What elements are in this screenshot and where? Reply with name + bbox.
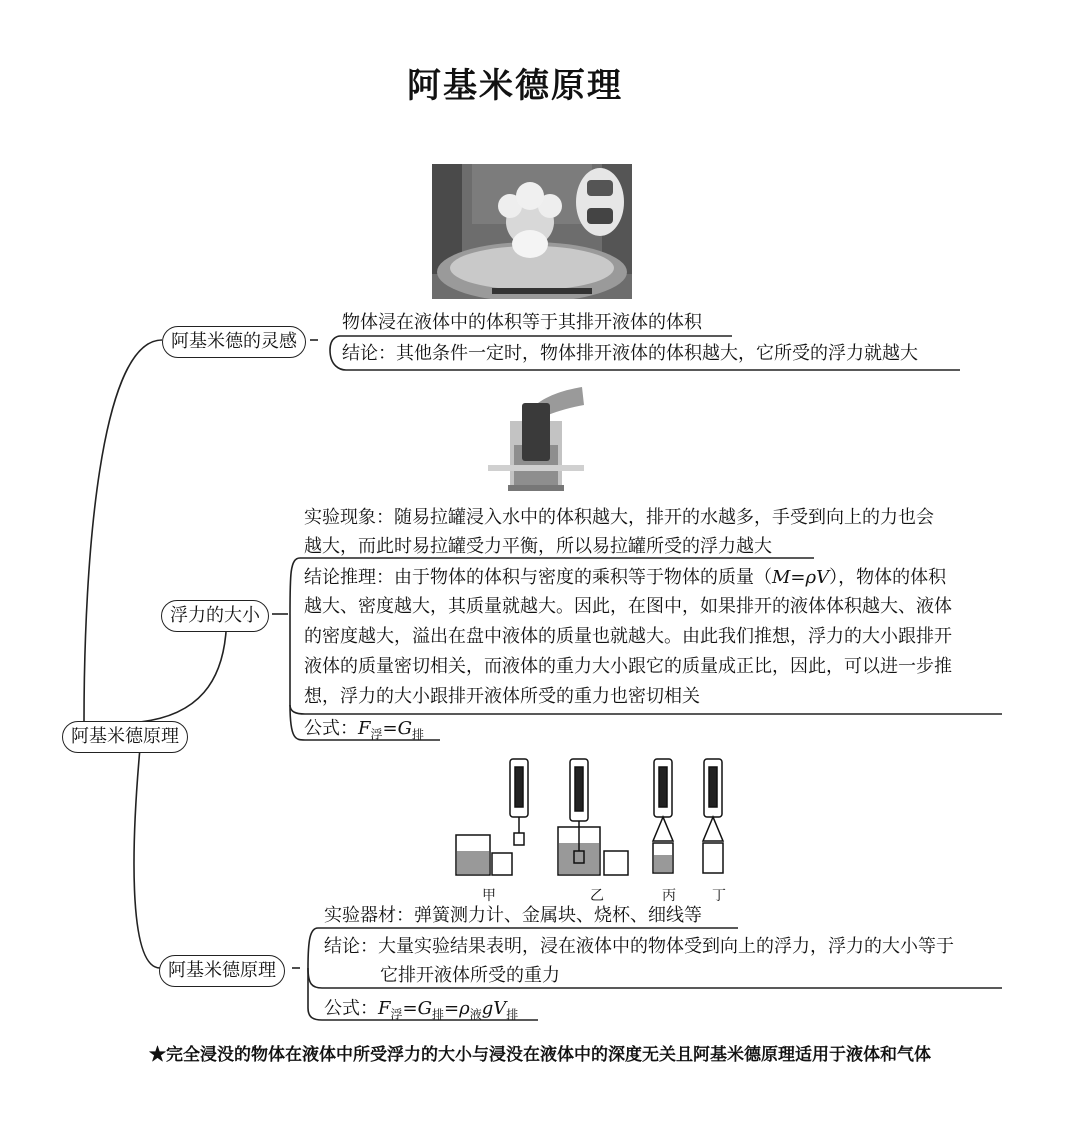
label-jia: 甲 xyxy=(482,888,496,904)
formula-F-sub: 浮 xyxy=(370,727,383,742)
branch-principle[interactable]: 阿基米德原理 xyxy=(159,955,285,987)
formula-eq: = xyxy=(382,718,398,739)
can-in-water-photo xyxy=(488,385,584,497)
connector-root-inspiration xyxy=(84,340,162,722)
footnote: ★完全浸没的物体在液体中所受浮力的大小与浸没在液体中的深度无关且阿基米德原理适用于液体和气体 xyxy=(149,1045,931,1065)
pf-eq1: = xyxy=(402,998,418,1019)
principle-formula-label: 公式： xyxy=(324,998,378,1019)
phenomenon-line-a: 实验现象：随易拉罐浸入水中的体积越大，排开的水越多，手受到向上的力也会 xyxy=(304,507,934,528)
pf-F-sub: 浮 xyxy=(390,1007,403,1022)
pf-G-sub: 排 xyxy=(432,1007,445,1022)
experiment-illustration xyxy=(448,755,738,885)
branch-inspiration[interactable]: 阿基米德的灵感 xyxy=(162,326,306,358)
pf-g: g xyxy=(481,998,494,1019)
formula-G: G xyxy=(397,718,412,739)
formula-label: 公式： xyxy=(304,718,358,739)
archimedes-bath-illustration xyxy=(432,164,632,299)
root-node[interactable]: 阿基米德原理 xyxy=(62,721,188,753)
phenomenon-line-b: 越大，而此时易拉罐受力平衡，所以易拉罐所受的浮力越大 xyxy=(304,536,772,557)
branch-buoyancy[interactable]: 浮力的大小 xyxy=(161,600,269,632)
page-title: 阿基米德原理 xyxy=(407,66,623,106)
pf-rho: ρ xyxy=(459,998,470,1019)
inspiration-line2: 结论：其他条件一定时，物体排开液体的体积越大，它所受的浮力就越大 xyxy=(342,343,918,364)
label-bing: 丙 xyxy=(662,888,676,904)
reasoning-line-2: 越大、密度越大，其质量就越大。因此，在图中，如果排开的液体体积越大、液体 xyxy=(304,596,952,617)
reasoning-line-4: 液体的质量密切相关，而液体的重力大小跟它的质量成正比，因此，可以进一步推 xyxy=(304,656,952,677)
reasoning-line-1 xyxy=(304,563,946,593)
buoyancy-formula xyxy=(304,714,424,750)
label-ding: 丁 xyxy=(712,888,726,904)
label-yi: 乙 xyxy=(590,888,604,904)
principle-conclusion-b: 它排开液体所受的重力 xyxy=(380,965,560,986)
connector-root-buoyancy xyxy=(140,632,226,722)
equipment-text: 实验器材：弹簧测力计、金属块、烧杯、细线等 xyxy=(324,905,702,926)
reasoning-line-5: 想，浮力的大小跟排开液体所受的重力也密切相关 xyxy=(304,686,700,707)
reasoning-line-1-post: ），物体的体积 xyxy=(829,567,947,588)
inspiration-line1: 物体浸在液体中的体积等于其排开液体的体积 xyxy=(342,312,702,333)
reasoning-line-1-pre: 结论推理：由于物体的体积与密度的乘积等于物体的质量（ xyxy=(304,567,772,588)
connector-root-principle xyxy=(134,748,160,968)
pf-V: V xyxy=(493,998,507,1019)
pf-G: G xyxy=(417,998,432,1019)
principle-conclusion-a: 结论：大量实验结果表明，浸在液体中的物体受到向上的浮力，浮力的大小等于 xyxy=(324,936,954,957)
mass-formula: M=ρV xyxy=(772,567,830,588)
principle-formula xyxy=(324,994,518,1030)
pf-eq2: = xyxy=(444,998,460,1019)
formula-F: F xyxy=(358,718,371,739)
pf-F: F xyxy=(378,998,391,1019)
pf-rho-sub: 液 xyxy=(469,1007,482,1022)
reasoning-line-3: 的密度越大，溢出在盘中液体的质量也就越大。由此我们推想，浮力的大小跟排开 xyxy=(304,626,952,647)
formula-G-sub: 排 xyxy=(412,727,425,742)
pf-V-sub: 排 xyxy=(506,1007,519,1022)
